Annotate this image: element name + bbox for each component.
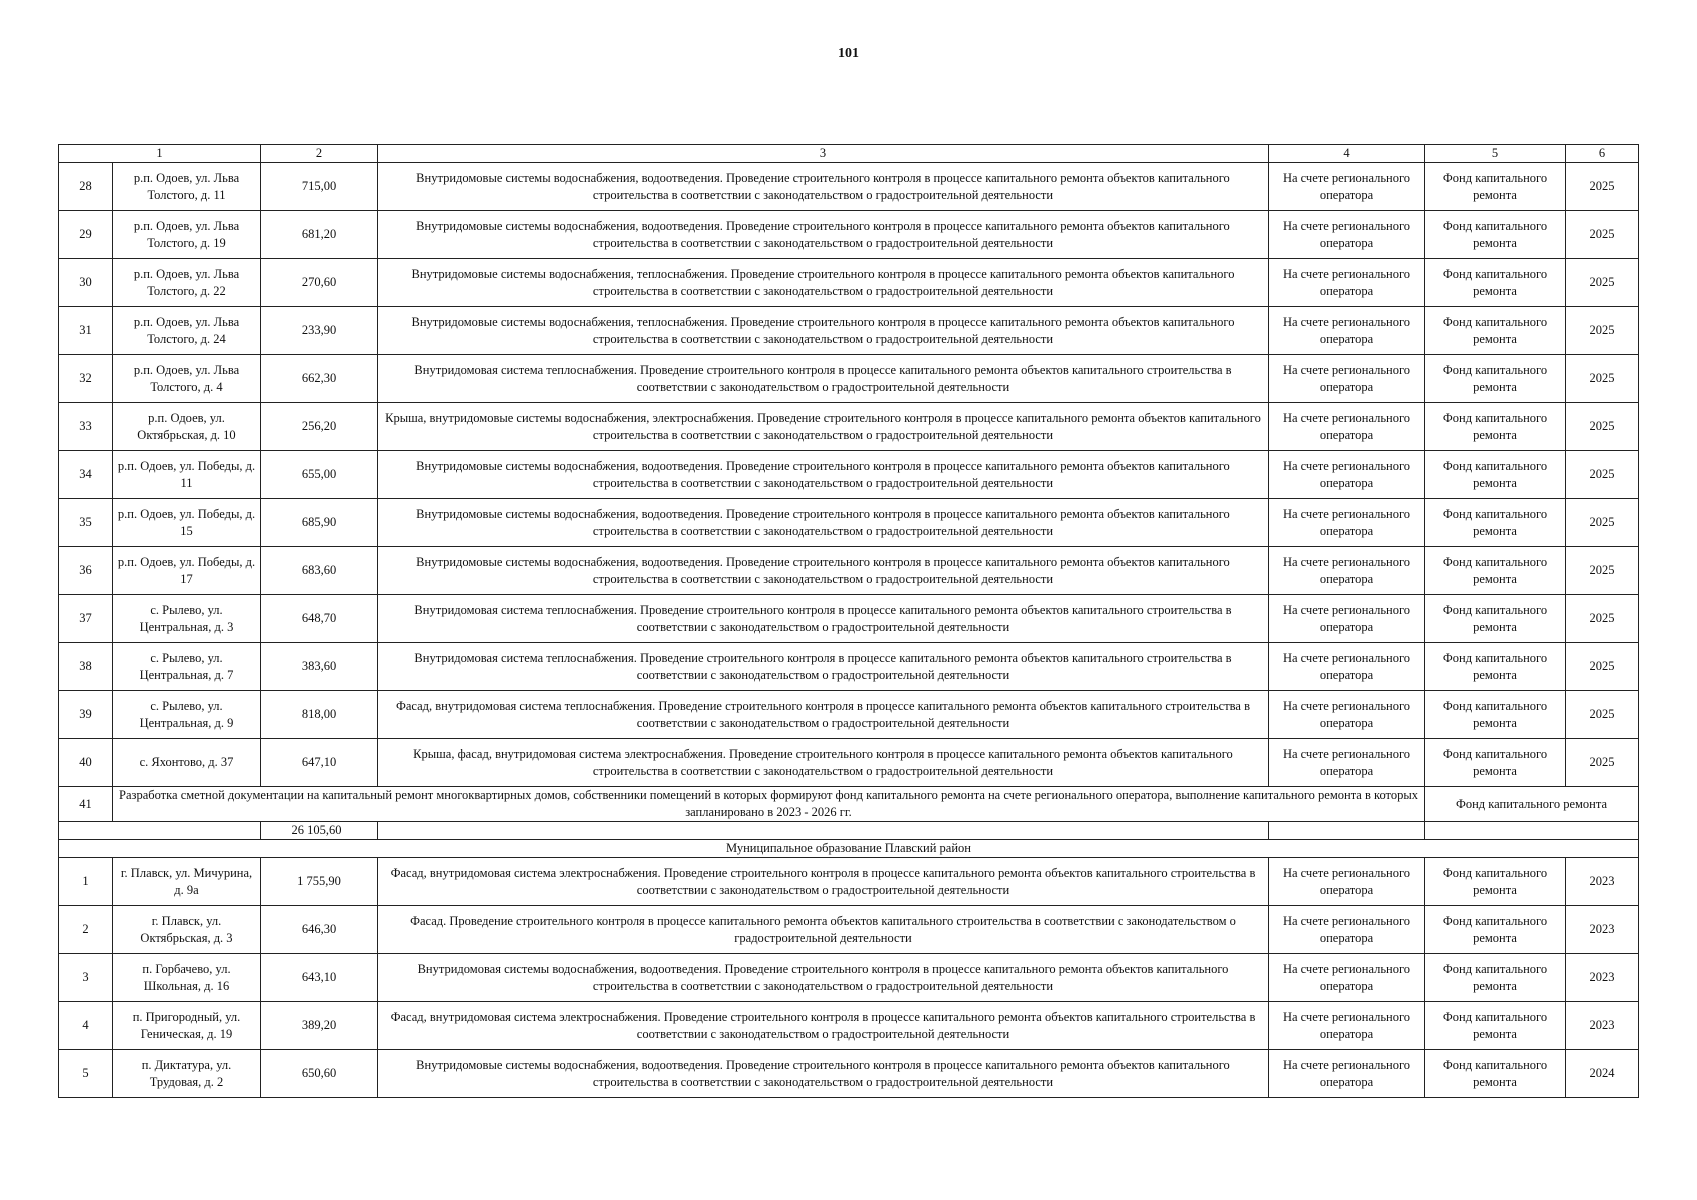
- row-fund: Фонд капитального ремонта: [1425, 954, 1566, 1002]
- row-amount: 681,20: [261, 211, 378, 259]
- row-fund: Фонд капитального ремонта: [1425, 403, 1566, 451]
- row-account: На счете регионального оператора: [1269, 499, 1425, 547]
- total-amount: 26 105,60: [261, 822, 378, 840]
- row-fund: Фонд капитального ремонта: [1425, 499, 1566, 547]
- row-amount: 383,60: [261, 643, 378, 691]
- row-account: На счете регионального оператора: [1269, 547, 1425, 595]
- row-number: 1: [59, 858, 113, 906]
- row-address: р.п. Одоев, ул. Октябрьская, д. 10: [113, 403, 261, 451]
- row-year: 2023: [1566, 1002, 1639, 1050]
- row-fund: Фонд капитального ремонта: [1425, 1050, 1566, 1098]
- row-amount: 233,90: [261, 307, 378, 355]
- row-amount: 683,60: [261, 547, 378, 595]
- row-account: На счете регионального оператора: [1269, 403, 1425, 451]
- row-amount: 646,30: [261, 906, 378, 954]
- row-fund: Фонд капитального ремонта: [1425, 595, 1566, 643]
- row-address: р.п. Одоев, ул. Льва Толстого, д. 22: [113, 259, 261, 307]
- row-fund: Фонд капитального ремонта: [1425, 1002, 1566, 1050]
- row-number: 2: [59, 906, 113, 954]
- column-number: 3: [378, 145, 1269, 163]
- district-heading-row: [59, 840, 1639, 858]
- column-number-row: [59, 145, 1639, 163]
- row-year: 2025: [1566, 643, 1639, 691]
- row-work-description: Внутридомовая система теплоснабжения. Проведение строительного контроля в процессе капитального ремонта объектов капитального строительства в соответствии с законодательством о градостроительной деятельности: [378, 643, 1269, 691]
- row-fund: Фонд капитального ремонта: [1425, 355, 1566, 403]
- row-number: 34: [59, 451, 113, 499]
- row-address: с. Рылево, ул. Центральная, д. 9: [113, 691, 261, 739]
- row-address: р.п. Одоев, ул. Льва Толстого, д. 11: [113, 163, 261, 211]
- row-fund: Фонд капитального ремонта: [1425, 547, 1566, 595]
- row-fund: Фонд капитального ремонта: [1425, 451, 1566, 499]
- row-amount: 389,20: [261, 1002, 378, 1050]
- total-empty-cell: [1269, 822, 1425, 840]
- row-fund: Фонд капитального ремонта: [1425, 259, 1566, 307]
- total-row: [59, 822, 1639, 840]
- row-address: г. Плавск, ул. Октябрьская, д. 3: [113, 906, 261, 954]
- row-amount: 643,10: [261, 954, 378, 1002]
- row-amount: 647,10: [261, 739, 378, 787]
- row-year: 2023: [1566, 906, 1639, 954]
- column-number: 1: [59, 145, 261, 163]
- estimate-documentation-row: [59, 787, 1639, 822]
- row-work-description: Внутридомовые системы водоснабжения, теплоснабжения. Проведение строительного контроля в процессе капитального ремонта объектов капитального строительства в соответствии с законодательством о градостроительной деятельности: [378, 259, 1269, 307]
- row-fund: Фонд капитального ремонта: [1425, 307, 1566, 355]
- row-work-description: Внутридомовая система теплоснабжения. Проведение строительного контроля в процессе капитального ремонта объектов капитального строительства в соответствии с законодательством о градостроительной деятельности: [378, 355, 1269, 403]
- total-label-cell: [59, 822, 261, 840]
- column-number: 2: [261, 145, 378, 163]
- row-number: 31: [59, 307, 113, 355]
- total-empty-cell: [378, 822, 1269, 840]
- table-body: [59, 145, 1639, 1098]
- row-work-description: Внутридомовая система теплоснабжения. Проведение строительного контроля в процессе капитального ремонта объектов капитального строительства в соответствии с законодательством о градостроительной деятельности: [378, 595, 1269, 643]
- row-number: 37: [59, 595, 113, 643]
- table-row: [59, 259, 1639, 307]
- table-row: [59, 307, 1639, 355]
- table-row: [59, 403, 1639, 451]
- table-row: [59, 858, 1639, 906]
- row-number: 4: [59, 1002, 113, 1050]
- row-year: 2025: [1566, 259, 1639, 307]
- row-year: 2025: [1566, 595, 1639, 643]
- row-amount: 270,60: [261, 259, 378, 307]
- row-account: На счете регионального оператора: [1269, 595, 1425, 643]
- row-amount: 256,20: [261, 403, 378, 451]
- table-row: [59, 595, 1639, 643]
- row-account: На счете регионального оператора: [1269, 307, 1425, 355]
- row-amount: 1 755,90: [261, 858, 378, 906]
- row-account: На счете регионального оператора: [1269, 643, 1425, 691]
- row-year: 2023: [1566, 954, 1639, 1002]
- column-number: 5: [1425, 145, 1566, 163]
- row-work-description: Фасад, внутридомовая система теплоснабжения. Проведение строительного контроля в процессе капитального ремонта объектов капитального строительства в соответствии с законодательством о градостроительной деятельности: [378, 691, 1269, 739]
- row-number: 35: [59, 499, 113, 547]
- row-year: 2025: [1566, 739, 1639, 787]
- row-address: с. Рылево, ул. Центральная, д. 3: [113, 595, 261, 643]
- row-fund: Фонд капитального ремонта: [1425, 739, 1566, 787]
- row-address: р.п. Одоев, ул. Победы, д. 17: [113, 547, 261, 595]
- column-number: 4: [1269, 145, 1425, 163]
- row-address: р.п. Одоев, ул. Победы, д. 11: [113, 451, 261, 499]
- row-amount: 655,00: [261, 451, 378, 499]
- district-title: Муниципальное образование Плавский район: [59, 840, 1639, 858]
- row-number: 29: [59, 211, 113, 259]
- row-year: 2025: [1566, 451, 1639, 499]
- table-row: [59, 499, 1639, 547]
- row-year: 2025: [1566, 691, 1639, 739]
- row-address: р.п. Одоев, ул. Льва Толстого, д. 4: [113, 355, 261, 403]
- column-number: 6: [1566, 145, 1639, 163]
- table-row: [59, 906, 1639, 954]
- page-number: 101: [838, 46, 859, 61]
- row-work-description: Фасад, внутридомовая система электроснабжения. Проведение строительного контроля в процессе капитального ремонта объектов капитального строительства в соответствии с законодательством о градостроительной деятельности: [378, 1002, 1269, 1050]
- row-address: р.п. Одоев, ул. Льва Толстого, д. 24: [113, 307, 261, 355]
- row-amount: 818,00: [261, 691, 378, 739]
- row-amount: 715,00: [261, 163, 378, 211]
- row-work-description: Внутридомовые системы водоснабжения, водоотведения. Проведение строительного контроля в процессе капитального ремонта объектов капитального строительства в соответствии с законодательством о градостроительной деятельности: [378, 499, 1269, 547]
- row-work-description: Внутридомовые системы водоснабжения, теплоснабжения. Проведение строительного контроля в процессе капитального ремонта объектов капитального строительства в соответствии с законодательством о градостроительной деятельности: [378, 307, 1269, 355]
- row-address: г. Плавск, ул. Мичурина, д. 9а: [113, 858, 261, 906]
- row-amount: 650,60: [261, 1050, 378, 1098]
- row-number: 32: [59, 355, 113, 403]
- row-fund: Фонд капитального ремонта: [1425, 858, 1566, 906]
- row-account: На счете регионального оператора: [1269, 211, 1425, 259]
- row-fund: Фонд капитального ремонта: [1425, 163, 1566, 211]
- table-row: [59, 451, 1639, 499]
- row-number: 33: [59, 403, 113, 451]
- row-account: На счете регионального оператора: [1269, 259, 1425, 307]
- row-year: 2024: [1566, 1050, 1639, 1098]
- row-number: 39: [59, 691, 113, 739]
- row-fund: Фонд капитального ремонта: [1425, 691, 1566, 739]
- row-account: На счете регионального оператора: [1269, 954, 1425, 1002]
- row-work-description: Внутридомовые системы водоснабжения, водоотведения. Проведение строительного контроля в процессе капитального ремонта объектов капитального строительства в соответствии с законодательством о градостроительной деятельности: [378, 163, 1269, 211]
- row-number: 3: [59, 954, 113, 1002]
- row-address: с. Яхонтово, д. 37: [113, 739, 261, 787]
- table-row: [59, 211, 1639, 259]
- row-year: 2025: [1566, 547, 1639, 595]
- row-work-description: Внутридомовые системы водоснабжения, водоотведения. Проведение строительного контроля в процессе капитального ремонта объектов капитального строительства в соответствии с законодательством о градостроительной деятельности: [378, 211, 1269, 259]
- row-number: 41: [59, 787, 113, 822]
- row-account: На счете регионального оператора: [1269, 355, 1425, 403]
- table-row: [59, 691, 1639, 739]
- row-fund: Фонд капитального ремонта: [1425, 906, 1566, 954]
- row-description: Разработка сметной документации на капитальный ремонт многоквартирных домов, собственники помещений в которых формируют фонд капитального ремонта на счете регионального оператора, выполнение капитального ремонта в которых запланировано в 2023 - 2026 гг.: [113, 787, 1425, 822]
- row-address: с. Рылево, ул. Центральная, д. 7: [113, 643, 261, 691]
- row-address: п. Пригородный, ул. Геническая, д. 19: [113, 1002, 261, 1050]
- row-account: На счете регионального оператора: [1269, 739, 1425, 787]
- row-account: На счете регионального оператора: [1269, 906, 1425, 954]
- row-work-description: Фасад, внутридомовая система электроснабжения. Проведение строительного контроля в процессе капитального ремонта объектов капитального строительства в соответствии с законодательством о градостроительной деятельности: [378, 858, 1269, 906]
- row-year: 2025: [1566, 307, 1639, 355]
- row-account: На счете регионального оператора: [1269, 1050, 1425, 1098]
- row-account: На счете регионального оператора: [1269, 451, 1425, 499]
- row-amount: 648,70: [261, 595, 378, 643]
- row-amount: 662,30: [261, 355, 378, 403]
- row-number: 5: [59, 1050, 113, 1098]
- row-address: р.п. Одоев, ул. Победы, д. 15: [113, 499, 261, 547]
- capital-repair-table: [58, 144, 1639, 1098]
- row-year: 2025: [1566, 211, 1639, 259]
- table-row: [59, 954, 1639, 1002]
- row-amount: 685,90: [261, 499, 378, 547]
- row-fund: Фонд капитального ремонта: [1425, 211, 1566, 259]
- row-number: 40: [59, 739, 113, 787]
- table-row: [59, 1002, 1639, 1050]
- row-year: 2025: [1566, 163, 1639, 211]
- row-work-description: Внутридомовая системы водоснабжения, водоотведения. Проведение строительного контроля в процессе капитального ремонта объектов капитального строительства в соответствии с законодательством о градостроительной деятельности: [378, 954, 1269, 1002]
- row-year: 2023: [1566, 858, 1639, 906]
- row-number: 36: [59, 547, 113, 595]
- table-row: [59, 739, 1639, 787]
- table-row: [59, 355, 1639, 403]
- row-year: 2025: [1566, 499, 1639, 547]
- row-account: На счете регионального оператора: [1269, 163, 1425, 211]
- row-work-description: Внутридомовые системы водоснабжения, водоотведения. Проведение строительного контроля в процессе капитального ремонта объектов капитального строительства в соответствии с законодательством о градостроительной деятельности: [378, 547, 1269, 595]
- table-row: [59, 547, 1639, 595]
- row-account: На счете регионального оператора: [1269, 1002, 1425, 1050]
- row-fund: Фонд капитального ремонта: [1425, 787, 1639, 822]
- row-work-description: Внутридомовые системы водоснабжения, водоотведения. Проведение строительного контроля в процессе капитального ремонта объектов капитального строительства в соответствии с законодательством о градостроительной деятельности: [378, 451, 1269, 499]
- row-address: п. Диктатура, ул. Трудовая, д. 2: [113, 1050, 261, 1098]
- table-row: [59, 643, 1639, 691]
- row-number: 38: [59, 643, 113, 691]
- row-number: 30: [59, 259, 113, 307]
- total-empty-cell: [1425, 822, 1639, 840]
- row-year: 2025: [1566, 355, 1639, 403]
- row-work-description: Внутридомовые системы водоснабжения, водоотведения. Проведение строительного контроля в процессе капитального ремонта объектов капитального строительства в соответствии с законодательством о градостроительной деятельности: [378, 1050, 1269, 1098]
- row-work-description: Крыша, фасад, внутридомовая система электроснабжения. Проведение строительного контроля в процессе капитального ремонта объектов капитального строительства в соответствии с законодательством о градостроительной деятельности: [378, 739, 1269, 787]
- table-row: [59, 163, 1639, 211]
- table-row: [59, 1050, 1639, 1098]
- row-year: 2025: [1566, 403, 1639, 451]
- row-number: 28: [59, 163, 113, 211]
- row-account: На счете регионального оператора: [1269, 858, 1425, 906]
- row-work-description: Фасад. Проведение строительного контроля в процессе капитального ремонта объектов капитального строительства в соответствии с законодательством о градостроительной деятельности: [378, 906, 1269, 954]
- row-address: п. Горбачево, ул. Школьная, д. 16: [113, 954, 261, 1002]
- row-account: На счете регионального оператора: [1269, 691, 1425, 739]
- row-fund: Фонд капитального ремонта: [1425, 643, 1566, 691]
- row-address: р.п. Одоев, ул. Льва Толстого, д. 19: [113, 211, 261, 259]
- row-work-description: Крыша, внутридомовые системы водоснабжения, электроснабжения. Проведение строительного контроля в процессе капитального ремонта объектов капитального строительства в соответствии с законодательством о градостроительной деятельности: [378, 403, 1269, 451]
